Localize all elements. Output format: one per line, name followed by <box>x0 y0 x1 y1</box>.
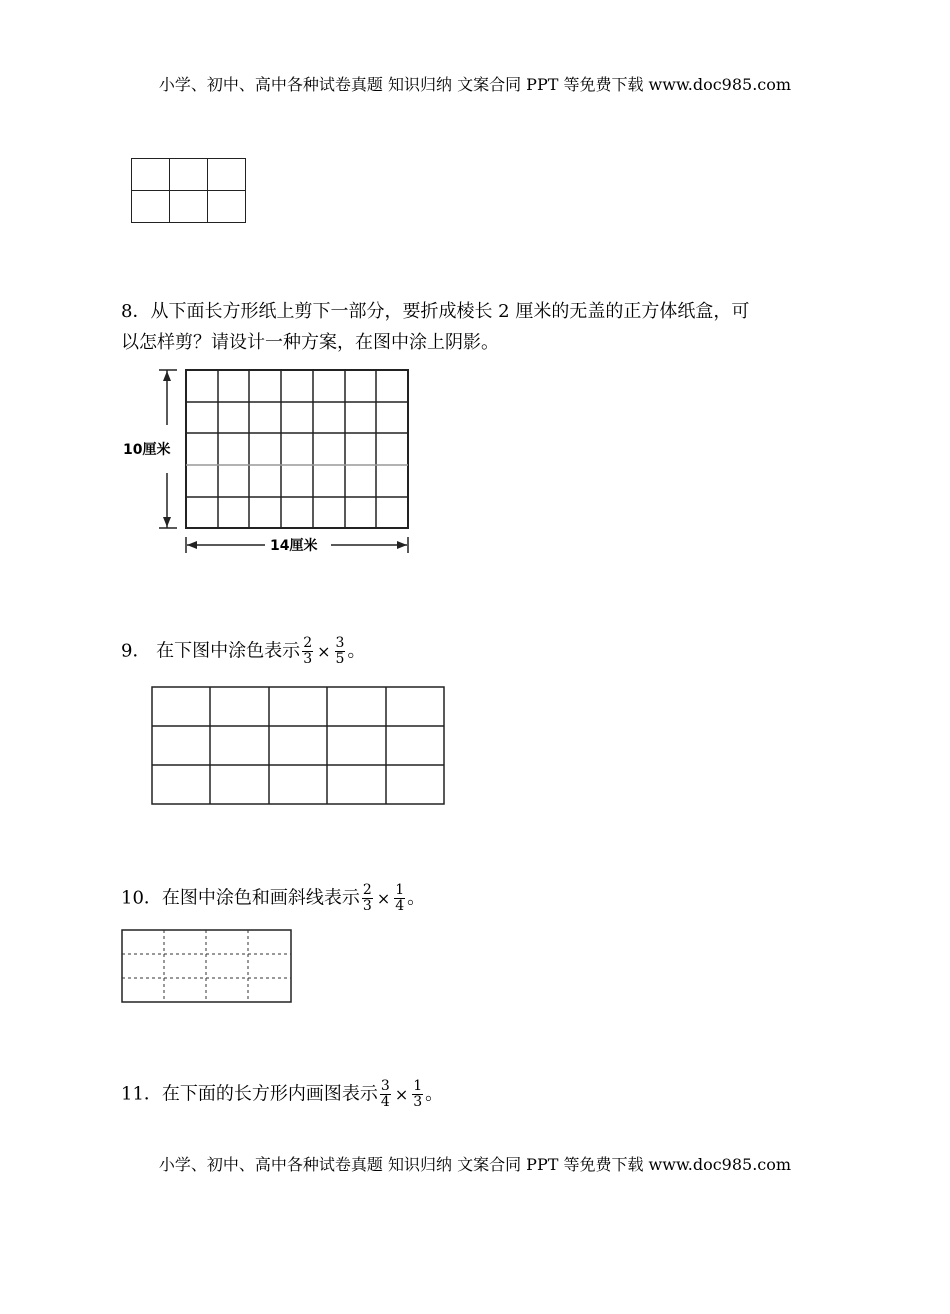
question-8-line1: 8．从下面长方形纸上剪下一部分，要折成棱长 2 厘米的无盖的正方体纸盒，可 <box>121 301 750 322</box>
question-9-text <box>121 636 365 667</box>
fraction-numerator: 1 <box>413 1078 423 1094</box>
page-header: 小学、初中、高中各种试卷真题 知识归纳 文案合同 PPT 等免费下载 www.doc985.com <box>158 75 792 94</box>
times-sign: × <box>317 641 331 661</box>
page-footer: 小学、初中、高中各种试卷真题 知识归纳 文案合同 PPT 等免费下载 www.doc985.com <box>158 1155 792 1174</box>
fraction-numerator: 2 <box>362 882 372 898</box>
question-10-dashed-grid-4x3 <box>120 928 294 1006</box>
fraction-denominator: 3 <box>362 898 372 914</box>
fraction-3-4 <box>380 1079 391 1110</box>
question-8-figure <box>115 365 425 560</box>
fraction-numerator: 2 <box>303 635 313 651</box>
fraction-denominator: 5 <box>335 651 345 667</box>
width-label: 14厘米 <box>270 538 318 554</box>
small-grid-3x2 <box>131 158 246 223</box>
paper-grid-7x5 <box>186 370 408 528</box>
question-10-prefix: 10．在图中涂色和画斜线表示 <box>121 887 360 909</box>
question-11-prefix: 11．在下面的长方形内画图表示 <box>121 1083 378 1105</box>
fraction-numerator: 1 <box>395 882 405 898</box>
question-10-text <box>121 883 425 914</box>
fraction-denominator: 3 <box>303 651 313 667</box>
times-sign: × <box>376 888 391 908</box>
fraction-1-4 <box>394 883 405 914</box>
question-11-suffix: 。 <box>425 1083 444 1105</box>
question-8-line2: 以怎样剪？请设计一种方案，在图中涂上阴影。 <box>121 332 499 353</box>
fraction-denominator: 3 <box>413 1094 423 1110</box>
times-sign: × <box>394 1084 409 1104</box>
fraction-denominator: 4 <box>395 898 405 914</box>
fraction-numerator: 3 <box>380 1078 390 1094</box>
fraction-numerator: 3 <box>335 635 345 651</box>
fraction-2-3 <box>302 636 313 667</box>
question-9-suffix: 。 <box>347 640 366 662</box>
question-9-prefix: 9． 在下图中涂色表示 <box>121 640 301 662</box>
question-11-text <box>121 1079 443 1110</box>
height-label: 10厘米 <box>123 442 171 458</box>
question-10-suffix: 。 <box>407 887 426 909</box>
fraction-denominator: 4 <box>380 1094 390 1110</box>
fraction-2-3 <box>362 883 373 914</box>
fraction-3-5 <box>335 636 346 667</box>
fraction-1-3 <box>412 1079 423 1110</box>
question-9-grid-5x3 <box>150 685 447 807</box>
